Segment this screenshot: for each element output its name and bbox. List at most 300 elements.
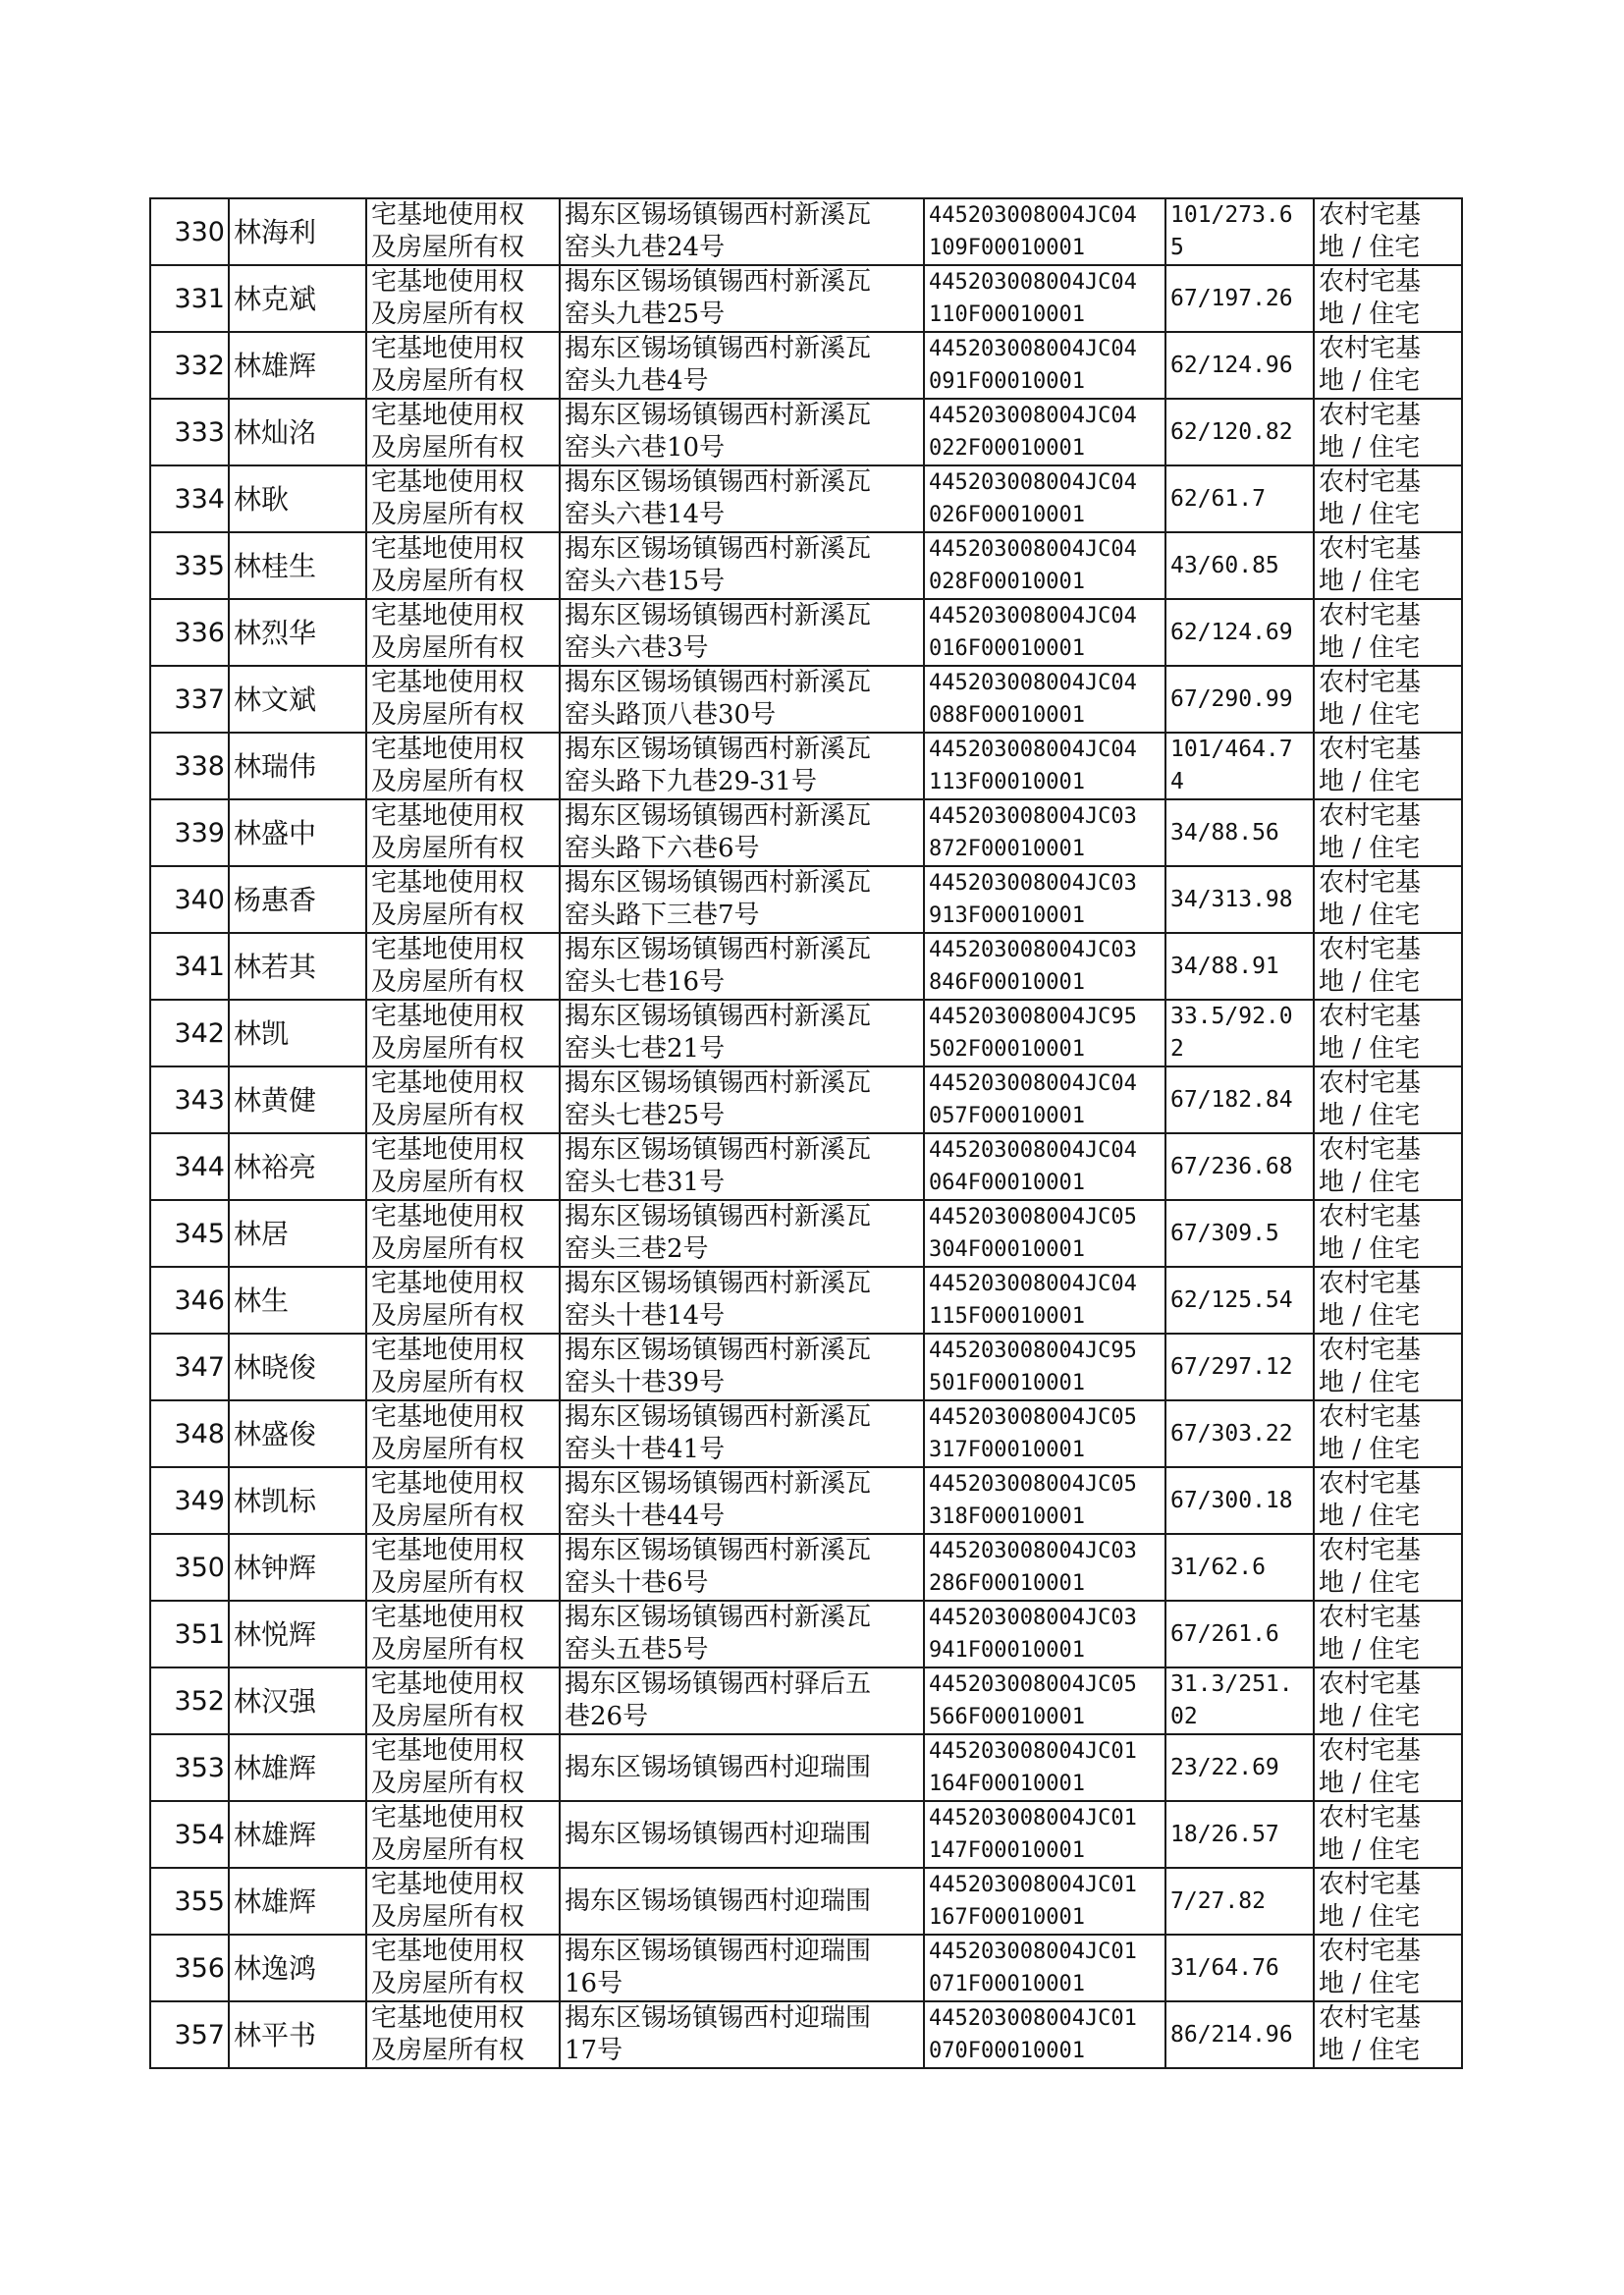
record-number-cell: 333: [150, 399, 229, 465]
land-use-line: 地 / 住宅: [1319, 1168, 1421, 1197]
table-row: [150, 733, 1462, 799]
owner-name-cell: 林汉强: [229, 1667, 366, 1734]
right-type-line: 宅基地使用权: [371, 534, 525, 564]
area-value-cell: [1165, 465, 1314, 532]
owner-name-cell: 杨惠香: [229, 866, 366, 933]
property-address-line: 揭东区锡场镇锡西村新溪瓦: [565, 467, 872, 497]
land-use-cell: [1314, 599, 1462, 666]
owner-name-cell: 林黄健: [229, 1066, 366, 1133]
area-value-cell: [1165, 1601, 1314, 1667]
land-use-cell: [1314, 866, 1462, 933]
property-address-cell: [560, 1066, 924, 1133]
property-unit-code-line: 566F00010001: [929, 1705, 1085, 1729]
property-address-cell: [560, 265, 924, 332]
right-type-line: 宅基地使用权: [371, 735, 525, 764]
land-use-line: 地 / 住宅: [1319, 2036, 1421, 2065]
right-type-cell: [366, 1935, 560, 2001]
land-use-line: 农村宅基: [1319, 601, 1422, 630]
property-unit-code-cell: [924, 1801, 1165, 1868]
land-use-line: 地 / 住宅: [1319, 700, 1421, 730]
property-address-line: 揭东区锡场镇锡西村新溪瓦: [565, 534, 872, 564]
property-address-line: 揭东区锡场镇锡西村新溪瓦: [565, 1269, 872, 1298]
table-row: [150, 1267, 1462, 1334]
property-address-cell: [560, 1400, 924, 1467]
land-use-line: 农村宅基: [1319, 868, 1422, 898]
owner-name-cell: 林生: [229, 1267, 366, 1334]
record-number-cell: 345: [150, 1200, 229, 1267]
right-type-cell: [366, 399, 560, 465]
property-unit-code-line: 502F00010001: [929, 1037, 1085, 1062]
right-type-line: 及房屋所有权: [371, 1635, 525, 1665]
right-type-cell: [366, 332, 560, 399]
right-type-cell: [366, 1667, 560, 1734]
property-address-line: 17号: [565, 2036, 623, 2065]
right-type-cell: [366, 265, 560, 332]
area-value-cell: [1165, 532, 1314, 599]
property-unit-code-line: 445203008004JC04: [929, 604, 1137, 628]
property-address-line: 窑头十巷44号: [565, 1502, 726, 1531]
property-unit-code-cell: [924, 1534, 1165, 1601]
record-number-cell: 349: [150, 1467, 229, 1534]
property-address-line: 揭东区锡场镇锡西村新溪瓦: [565, 868, 872, 898]
right-type-line: 宅基地使用权: [371, 1135, 525, 1165]
area-value-cell: [1165, 332, 1314, 399]
property-address-line: 揭东区锡场镇锡西村新溪瓦: [565, 668, 872, 697]
table-row: [150, 1801, 1462, 1868]
area-value-line: 62/125.54: [1170, 1286, 1293, 1313]
property-unit-code-line: 109F00010001: [929, 236, 1085, 260]
record-number-cell: 352: [150, 1667, 229, 1734]
property-unit-code-cell: [924, 1400, 1165, 1467]
area-value-cell: [1165, 399, 1314, 465]
property-unit-code-line: 445203008004JC05: [929, 1405, 1137, 1430]
right-type-cell: [366, 1334, 560, 1400]
land-use-line: 地 / 住宅: [1319, 834, 1421, 863]
property-unit-code-line: 057F00010001: [929, 1104, 1085, 1128]
right-type-cell: [366, 1801, 560, 1868]
property-unit-code-line: 445203008004JC04: [929, 1272, 1137, 1296]
right-type-line: 及房屋所有权: [371, 1702, 525, 1731]
right-type-line: 及房屋所有权: [371, 1568, 525, 1598]
property-unit-code-line: 070F00010001: [929, 2039, 1085, 2063]
owner-name-cell: 林灿洺: [229, 399, 366, 465]
area-value-line: 62/124.96: [1170, 352, 1293, 378]
land-use-line: 地 / 住宅: [1319, 300, 1421, 329]
right-type-line: 宅基地使用权: [371, 1002, 525, 1031]
right-type-line: 及房屋所有权: [371, 1502, 525, 1531]
record-number-cell: 340: [150, 866, 229, 933]
land-use-cell: [1314, 1400, 1462, 1467]
land-use-line: 地 / 住宅: [1319, 366, 1421, 396]
right-type-cell: [366, 465, 560, 532]
land-use-line: 地 / 住宅: [1319, 1234, 1421, 1264]
property-address-line: 揭东区锡场镇锡西村新溪瓦: [565, 601, 872, 630]
table-row: [150, 1334, 1462, 1400]
table-row: [150, 465, 1462, 532]
property-unit-code-line: 445203008004JC04: [929, 337, 1137, 361]
area-value-line: 02: [1170, 1704, 1198, 1729]
right-type-line: 宅基地使用权: [371, 601, 525, 630]
right-type-line: 及房屋所有权: [371, 1101, 525, 1130]
area-value-line: 2: [1170, 1036, 1184, 1062]
land-use-cell: [1314, 799, 1462, 866]
right-type-line: 及房屋所有权: [371, 1234, 525, 1264]
property-unit-code-line: 286F00010001: [929, 1571, 1085, 1596]
owner-name-cell: 林桂生: [229, 532, 366, 599]
property-unit-code-line: 445203008004JC04: [929, 203, 1137, 228]
area-value-line: 101/464.7: [1170, 737, 1293, 762]
record-number-cell: 348: [150, 1400, 229, 1467]
right-type-cell: [366, 666, 560, 733]
right-type-line: 宅基地使用权: [371, 868, 525, 898]
property-address-line: 揭东区锡场镇锡西村新溪瓦: [565, 735, 872, 764]
area-value-cell: [1165, 1667, 1314, 1734]
property-address-cell: [560, 465, 924, 532]
property-address-line: 窑头十巷41号: [565, 1435, 726, 1464]
property-address-line: 窑头路下六巷6号: [565, 834, 760, 863]
right-type-cell: [366, 1000, 560, 1066]
table-row: [150, 666, 1462, 733]
land-use-cell: [1314, 1601, 1462, 1667]
property-address-line: 窑头七巷25号: [565, 1101, 726, 1130]
right-type-cell: [366, 2001, 560, 2068]
area-value-line: 67/290.99: [1170, 685, 1293, 712]
land-use-cell: [1314, 198, 1462, 265]
property-unit-code-line: 846F00010001: [929, 970, 1085, 995]
property-address-line: 揭东区锡场镇锡西村新溪瓦: [565, 1202, 872, 1231]
area-value-line: 4: [1170, 769, 1184, 794]
land-use-line: 农村宅基: [1319, 1937, 1422, 1966]
table-row: [150, 265, 1462, 332]
right-type-cell: [366, 733, 560, 799]
land-use-line: 农村宅基: [1319, 1336, 1422, 1365]
property-address-cell: [560, 1467, 924, 1534]
property-unit-code-cell: [924, 465, 1165, 532]
property-unit-code-line: 318F00010001: [929, 1504, 1085, 1529]
land-use-line: 地 / 住宅: [1319, 1635, 1421, 1665]
property-address-line: 揭东区锡场镇锡西村新溪瓦: [565, 1135, 872, 1165]
property-address-cell: [560, 1601, 924, 1667]
property-unit-code-line: 445203008004JC03: [929, 871, 1137, 896]
property-address-cell: [560, 1200, 924, 1267]
property-address-line: 巷26号: [565, 1702, 649, 1731]
record-number-cell: 355: [150, 1868, 229, 1935]
property-unit-code-cell: [924, 1868, 1165, 1935]
record-number-cell: 354: [150, 1801, 229, 1868]
table-row: [150, 933, 1462, 1000]
land-use-line: 地 / 住宅: [1319, 1101, 1421, 1130]
property-unit-code-cell: [924, 799, 1165, 866]
record-number-cell: 341: [150, 933, 229, 1000]
property-address-line: 揭东区锡场镇锡西村驿后五: [565, 1669, 872, 1699]
area-value-cell: [1165, 1801, 1314, 1868]
property-address-line: 窑头七巷21号: [565, 1034, 726, 1064]
right-type-cell: [366, 1868, 560, 1935]
property-unit-code-line: 091F00010001: [929, 369, 1085, 394]
owner-name-cell: 林文斌: [229, 666, 366, 733]
right-type-cell: [366, 1400, 560, 1467]
record-number-cell: 344: [150, 1133, 229, 1200]
record-number-cell: 350: [150, 1534, 229, 1601]
property-address-line: 揭东区锡场镇锡西村新溪瓦: [565, 935, 872, 964]
property-address-cell: [560, 666, 924, 733]
property-unit-code-line: 872F00010001: [929, 837, 1085, 861]
property-unit-code-cell: [924, 198, 1165, 265]
property-address-cell: [560, 1000, 924, 1066]
right-type-line: 宅基地使用权: [371, 334, 525, 363]
area-value-cell: [1165, 1935, 1314, 2001]
land-use-line: 地 / 住宅: [1319, 1835, 1421, 1865]
table-row: [150, 399, 1462, 465]
area-value-cell: [1165, 1133, 1314, 1200]
property-address-cell: [560, 532, 924, 599]
area-value-cell: [1165, 1534, 1314, 1601]
property-unit-code-line: 026F00010001: [929, 503, 1085, 527]
right-type-cell: [366, 1267, 560, 1334]
property-address-cell: [560, 1935, 924, 2001]
area-value-cell: [1165, 1734, 1314, 1801]
owner-name-cell: 林雄辉: [229, 1734, 366, 1801]
owner-name-cell: 林雄辉: [229, 1801, 366, 1868]
right-type-line: 及房屋所有权: [371, 633, 525, 663]
owner-name-cell: 林平书: [229, 2001, 366, 2068]
owner-name-cell: 林凯标: [229, 1467, 366, 1534]
area-value-cell: [1165, 2001, 1314, 2068]
land-use-cell: [1314, 1868, 1462, 1935]
property-address-line: 揭东区锡场镇锡西村迎瑞围: [565, 1752, 872, 1782]
property-unit-code-cell: [924, 399, 1165, 465]
property-address-line: 揭东区锡场镇锡西村迎瑞围: [565, 1937, 872, 1966]
land-use-line: 农村宅基: [1319, 1870, 1422, 1899]
land-use-line: 农村宅基: [1319, 1269, 1422, 1298]
owner-name-cell: 林盛中: [229, 799, 366, 866]
land-use-line: 农村宅基: [1319, 1402, 1422, 1432]
property-unit-code-cell: [924, 733, 1165, 799]
right-type-cell: [366, 1734, 560, 1801]
property-address-cell: [560, 799, 924, 866]
land-use-cell: [1314, 1200, 1462, 1267]
property-unit-code-line: 016F00010001: [929, 636, 1085, 661]
record-number-cell: 343: [150, 1066, 229, 1133]
area-value-cell: [1165, 1200, 1314, 1267]
property-address-cell: [560, 2001, 924, 2068]
area-value-cell: [1165, 666, 1314, 733]
record-number-cell: 356: [150, 1935, 229, 2001]
land-use-cell: [1314, 465, 1462, 532]
land-use-line: 地 / 住宅: [1319, 1301, 1421, 1331]
owner-name-cell: 林海利: [229, 198, 366, 265]
property-address-cell: [560, 1801, 924, 1868]
property-address-cell: [560, 1868, 924, 1935]
land-use-cell: [1314, 666, 1462, 733]
owner-name-cell: 林若其: [229, 933, 366, 1000]
area-value-cell: [1165, 933, 1314, 1000]
owner-name-cell: 林瑞伟: [229, 733, 366, 799]
property-unit-code-cell: [924, 1601, 1165, 1667]
land-use-cell: [1314, 1066, 1462, 1133]
land-use-cell: [1314, 1734, 1462, 1801]
table-row: [150, 1066, 1462, 1133]
property-address-line: 揭东区锡场镇锡西村新溪瓦: [565, 334, 872, 363]
property-address-line: 窑头七巷31号: [565, 1168, 726, 1197]
area-value-cell: [1165, 1334, 1314, 1400]
land-use-line: 农村宅基: [1319, 334, 1422, 363]
land-use-cell: [1314, 1000, 1462, 1066]
area-value-cell: [1165, 265, 1314, 332]
property-address-line: 窑头路顶八巷30号: [565, 700, 777, 730]
area-value-line: 31/64.76: [1170, 1954, 1279, 1981]
table-row: [150, 532, 1462, 599]
registry-table: [149, 197, 1463, 2069]
land-use-line: 农村宅基: [1319, 267, 1422, 297]
right-type-line: 及房屋所有权: [371, 1168, 525, 1197]
right-type-line: 宅基地使用权: [371, 1536, 525, 1565]
property-unit-code-line: 941F00010001: [929, 1638, 1085, 1663]
right-type-line: 及房屋所有权: [371, 1368, 525, 1397]
land-use-line: 农村宅基: [1319, 1736, 1422, 1766]
area-value-cell: [1165, 733, 1314, 799]
land-use-line: 地 / 住宅: [1319, 1702, 1421, 1731]
property-unit-code-line: 115F00010001: [929, 1304, 1085, 1329]
area-value-line: 67/309.5: [1170, 1220, 1279, 1246]
table-row: [150, 1000, 1462, 1066]
right-type-cell: [366, 1467, 560, 1534]
property-address-cell: [560, 866, 924, 933]
table-row: [150, 1200, 1462, 1267]
area-value-line: 43/60.85: [1170, 552, 1279, 578]
land-use-line: 地 / 住宅: [1319, 567, 1421, 596]
right-type-cell: [366, 1534, 560, 1601]
area-value-cell: [1165, 599, 1314, 666]
land-use-line: 农村宅基: [1319, 1469, 1422, 1499]
right-type-cell: [366, 599, 560, 666]
right-type-line: 宅基地使用权: [371, 1803, 525, 1832]
area-value-cell: [1165, 1467, 1314, 1534]
property-address-line: 揭东区锡场镇锡西村新溪瓦: [565, 401, 872, 430]
property-unit-code-line: 167F00010001: [929, 1905, 1085, 1930]
property-unit-code-line: 913F00010001: [929, 903, 1085, 928]
right-type-cell: [366, 1200, 560, 1267]
property-unit-code-line: 028F00010001: [929, 570, 1085, 594]
right-type-line: 宅基地使用权: [371, 1336, 525, 1365]
owner-name-cell: 林悦辉: [229, 1601, 366, 1667]
property-address-line: 揭东区锡场镇锡西村新溪瓦: [565, 1536, 872, 1565]
property-unit-code-line: 022F00010001: [929, 436, 1085, 461]
area-value-line: 62/124.69: [1170, 619, 1293, 645]
land-use-line: 地 / 住宅: [1319, 1902, 1421, 1932]
owner-name-cell: 林雄辉: [229, 332, 366, 399]
owner-name-cell: 林盛俊: [229, 1400, 366, 1467]
property-address-line: 揭东区锡场镇锡西村新溪瓦: [565, 1068, 872, 1098]
right-type-line: 宅基地使用权: [371, 267, 525, 297]
property-unit-code-line: 445203008004JC01: [929, 2006, 1137, 2031]
property-address-line: 16号: [565, 1969, 623, 1998]
right-type-line: 及房屋所有权: [371, 1435, 525, 1464]
property-address-line: 揭东区锡场镇锡西村新溪瓦: [565, 1336, 872, 1365]
property-unit-code-cell: [924, 866, 1165, 933]
record-number-cell: 351: [150, 1601, 229, 1667]
area-value-line: 67/303.22: [1170, 1420, 1293, 1447]
right-type-line: 及房屋所有权: [371, 433, 525, 463]
land-use-cell: [1314, 1801, 1462, 1868]
area-value-cell: [1165, 198, 1314, 265]
property-address-line: 窑头六巷15号: [565, 567, 726, 596]
land-use-line: 农村宅基: [1319, 1803, 1422, 1832]
right-type-line: 宅基地使用权: [371, 1603, 525, 1632]
property-address-line: 窑头三巷2号: [565, 1234, 709, 1264]
land-use-cell: [1314, 1133, 1462, 1200]
owner-name-cell: 林凯: [229, 1000, 366, 1066]
record-number-cell: 357: [150, 2001, 229, 2068]
property-unit-code-line: 445203008004JC04: [929, 470, 1137, 495]
property-address-line: 揭东区锡场镇锡西村迎瑞围: [565, 1819, 872, 1849]
area-value-line: 34/88.56: [1170, 819, 1279, 846]
land-use-line: 农村宅基: [1319, 801, 1422, 831]
table-row: [150, 198, 1462, 265]
right-type-line: 及房屋所有权: [371, 366, 525, 396]
land-use-cell: [1314, 532, 1462, 599]
property-address-line: 窑头十巷14号: [565, 1301, 726, 1331]
area-value-line: 23/22.69: [1170, 1754, 1279, 1780]
property-address-line: 窑头路下九巷29-31号: [565, 767, 817, 796]
record-number-cell: 335: [150, 532, 229, 599]
table-row: [150, 799, 1462, 866]
property-address-line: 揭东区锡场镇锡西村迎瑞围: [565, 1885, 872, 1916]
area-value-cell: [1165, 1400, 1314, 1467]
record-number-cell: 347: [150, 1334, 229, 1400]
right-type-line: 及房屋所有权: [371, 300, 525, 329]
right-type-line: 及房屋所有权: [371, 567, 525, 596]
property-address-cell: [560, 198, 924, 265]
property-address-cell: [560, 933, 924, 1000]
land-use-cell: [1314, 933, 1462, 1000]
land-use-line: 地 / 住宅: [1319, 901, 1421, 930]
property-address-line: 揭东区锡场镇锡西村新溪瓦: [565, 801, 872, 831]
land-use-line: 农村宅基: [1319, 1669, 1422, 1699]
land-use-line: 农村宅基: [1319, 1135, 1422, 1165]
property-unit-code-cell: [924, 332, 1165, 399]
area-value-line: 67/236.68: [1170, 1153, 1293, 1179]
owner-name-cell: 林烈华: [229, 599, 366, 666]
property-address-line: 窑头九巷25号: [565, 300, 726, 329]
area-value-line: 67/182.84: [1170, 1086, 1293, 1113]
land-use-line: 地 / 住宅: [1319, 1034, 1421, 1064]
property-unit-code-cell: [924, 532, 1165, 599]
record-number-cell: 331: [150, 265, 229, 332]
property-unit-code-cell: [924, 1734, 1165, 1801]
owner-name-cell: 林晓俊: [229, 1334, 366, 1400]
owner-name-cell: 林钟辉: [229, 1534, 366, 1601]
property-unit-code-line: 147F00010001: [929, 1838, 1085, 1863]
property-address-line: 窑头十巷6号: [565, 1568, 709, 1598]
record-number-cell: 346: [150, 1267, 229, 1334]
right-type-line: 宅基地使用权: [371, 1068, 525, 1098]
right-type-line: 及房屋所有权: [371, 1034, 525, 1064]
table-row: [150, 1133, 1462, 1200]
property-unit-code-line: 110F00010001: [929, 302, 1085, 327]
record-number-cell: 338: [150, 733, 229, 799]
right-type-line: 宅基地使用权: [371, 935, 525, 964]
land-use-line: 农村宅基: [1319, 200, 1422, 230]
property-address-line: 窑头五巷5号: [565, 1635, 709, 1665]
record-number-cell: 330: [150, 198, 229, 265]
right-type-line: 及房屋所有权: [371, 233, 525, 262]
property-address-line: 窑头九巷4号: [565, 366, 709, 396]
area-value-line: 67/197.26: [1170, 285, 1293, 311]
area-value-line: 5: [1170, 235, 1184, 260]
property-unit-code-line: 445203008004JC01: [929, 1940, 1137, 1964]
area-value-line: 101/273.6: [1170, 202, 1293, 228]
